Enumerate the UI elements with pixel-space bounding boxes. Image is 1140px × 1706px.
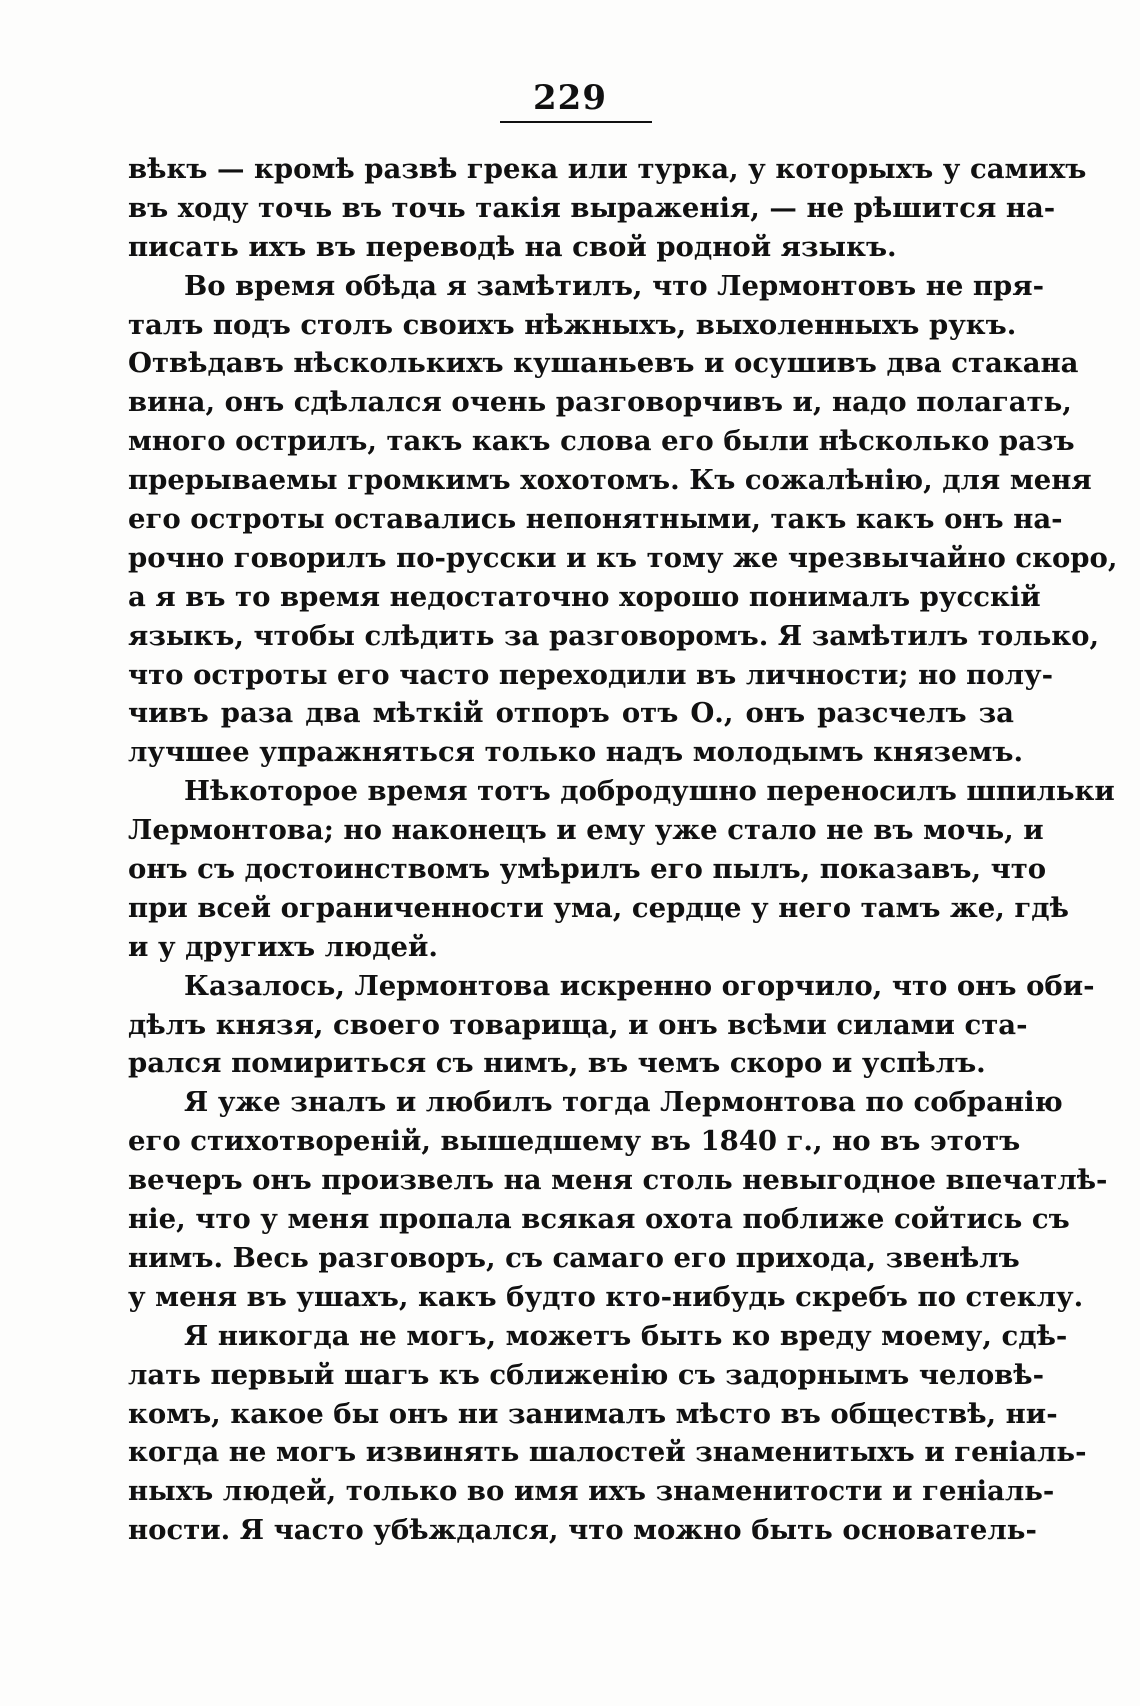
header-rule [500,121,652,123]
paragraph [128,772,1115,966]
text-line: Нѣкоторое время тотъ добродушно переносилъ шпильки [184,775,1115,808]
page-number: 229 [533,78,607,118]
text-line: писать ихъ въ переводѣ на свой родной языкъ. [128,230,897,263]
text-line: онъ съ достоинствомъ умѣрилъ его пылъ, показавъ, что [128,853,1047,886]
paragraph [128,267,1118,773]
text-line: рался помириться съ нимъ, въ чемъ скоро и успѣлъ. [128,1047,986,1080]
text-line: комъ, какое бы онъ ни занималъ мѣсто въ обществѣ, ни- [128,1397,1058,1430]
text-line: Я никогда не могъ, можетъ быть ко вреду моему, сдѣ- [184,1319,1068,1352]
text-line: что остроты его часто переходили въ личности; но полу- [128,658,1054,691]
text-line: при всей ограниченности ума, сердце у него тамъ же, гдѣ [128,891,1069,924]
text-line: прерываемы громкимъ хохотомъ. Къ сожалѣнію, для меня [128,464,1092,497]
text-line: много острилъ, такъ какъ слова его были нѣсколько разъ [128,425,1075,458]
text-line: его остроты оставались непонятными, такъ какъ онъ на- [128,503,1063,536]
text-line: Лермонтова; но наконецъ и ему уже стало не въ мочь, и [128,814,1044,847]
text-line: нимъ. Весь разговоръ, съ самаго его прихода, звенѣлъ [128,1241,1020,1274]
paragraph [128,1083,1108,1316]
text-line: когда не могъ извинять шалостей знаменитыхъ и геніаль- [128,1436,1087,1469]
text-line: ности. Я часто убѣждался, что можно быть основатель- [128,1514,1037,1547]
text-line: талъ подъ столъ своихъ нѣжныхъ, выхоленныхъ рукъ. [128,308,1017,341]
text-line: лать первый шагъ къ сближенію съ задорнымъ человѣ- [128,1358,1045,1391]
text-line: лучшее упражняться только надъ молодымъ княземъ. [128,736,1024,769]
text-line: а я въ то время недостаточно хорошо понималъ русскій [128,580,1041,613]
text-line: рочно говорилъ по-русски и къ тому же чрезвычайно скоро, [128,541,1118,574]
paragraph [128,967,1095,1084]
text-line: и у другихъ людей. [128,930,439,963]
text-line: вина, онъ сдѣлался очень разговорчивъ и, надо полагать, [128,386,1072,419]
text-line: у меня въ ушахъ, какъ будто кто-нибудь скребъ по стеклу. [128,1280,1084,1313]
text-line: ныхъ людей, только во имя ихъ знаменитости и геніаль- [128,1475,1055,1508]
text-line: его стихотвореній, вышедшему въ 1840 г., но въ этотъ [128,1125,1021,1158]
text-body [128,150,1118,1550]
text-line: Отвѣдавъ нѣсколькихъ кушаньевъ и осушивъ два стакана [128,347,1079,380]
text-line: дѣлъ князя, своего товарища, и онъ всѣми силами ста- [128,1008,1028,1041]
text-line: ніе, что у меня пропала всякая охота поближе сойтись съ [128,1203,1070,1236]
text-line: Я уже зналъ и любилъ тогда Лермонтова по собранію [184,1086,1063,1119]
text-line: Во время обѣда я замѣтилъ, что Лермонтовъ не пря- [184,269,1044,302]
text-line: чивъ раза два мѣткій отпоръ отъ О., онъ разсчелъ за [128,697,1014,730]
paragraph [128,1317,1087,1550]
text-line: въ ходу точь въ точь такія выраженія, — не рѣшится на- [128,191,1056,224]
paragraph [128,150,1087,267]
text-line: вѣкъ — кромѣ развѣ грека или турка, у которыхъ у самихъ [128,153,1087,185]
text-line: вечеръ онъ произвелъ на меня столь невыгодное впечатлѣ- [128,1164,1108,1197]
text-line: Казалось, Лермонтова искренно огорчило, что онъ оби- [184,969,1095,1002]
text-line: языкъ, чтобы слѣдить за разговоромъ. Я замѣтилъ только, [128,619,1100,652]
